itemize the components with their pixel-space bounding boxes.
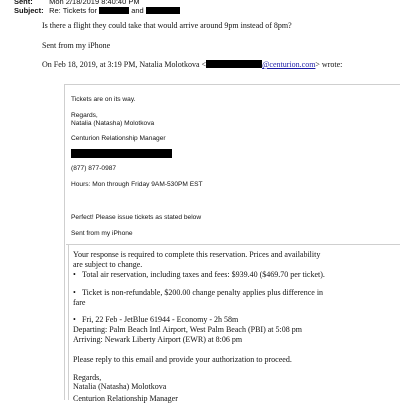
redaction-bar	[99, 7, 129, 14]
reservation-departing: Departing: Palm Beach Intl Airport, West Palm Beach (PBI) at 5:08 pm	[73, 325, 302, 334]
reply-signature: Sent from my iPhone	[42, 41, 111, 50]
reservation-flight: • Fri, 22 Feb - JetBlue 61944 - Economy - 2h 58m	[73, 315, 238, 325]
subject-mid: and	[131, 6, 144, 15]
reservation-left-border	[68, 244, 69, 400]
sent-value: Mon 2/18/2019 8:40:40 PM	[49, 0, 140, 6]
quote-intro	[42, 60, 342, 70]
quoted-name: Natalia (Natasha) Molotkova	[71, 120, 155, 127]
quote-divider-top	[64, 84, 400, 85]
reservation-title: Centurion Relationship Manager	[73, 394, 178, 403]
reservation-required-1: Your response is required to complete this reservation. Prices and availability	[73, 250, 321, 259]
sent-label: Sent:	[14, 0, 33, 6]
reservation-ticket-2: fare	[73, 298, 86, 307]
quoted-hours: Hours: Mon through Friday 9AM-530PM EST	[71, 181, 203, 188]
reservation-total: • Total air reservation, including taxes and fees: $939.40 ($469.70 per ticket).	[73, 270, 325, 280]
reservation-regards: Regards,	[73, 373, 102, 382]
quoted-perfect: Perfect! Please issue tickets as stated below	[71, 214, 202, 221]
subject-row	[14, 6, 180, 15]
quoted-signature: Sent from my iPhone	[71, 230, 133, 237]
reservation-reply-prompt: Please reply to this email and provide your authorization to proceed.	[73, 355, 292, 364]
subject-label: Subject:	[14, 6, 44, 15]
redaction-bar	[146, 7, 180, 14]
quote-intro-end: > wrote:	[315, 60, 343, 69]
email-domain-link[interactable]: @centurion.com	[262, 60, 316, 69]
reservation-ticket-1: • Ticket is non-refundable, $200.00 change penalty applies plus difference in	[73, 288, 323, 298]
quoted-phone: (877) 877-0987	[71, 165, 117, 172]
quoted-line1: Tickets are on its way.	[71, 96, 136, 103]
reply-question: Is there a flight they could take that would arrive around 9pm instead of 8pm?	[42, 21, 292, 30]
reservation-divider-top	[66, 244, 400, 245]
quoted-regards: Regards,	[71, 112, 98, 119]
redaction-bar	[71, 149, 172, 158]
subject-start: Re: Tickets for	[49, 6, 98, 15]
quoted-title: Centurion Relationship Manager	[71, 135, 166, 142]
quote-intro-start: On Feb 18, 2019, at 3:19 PM, Natalia Molotkova <	[42, 60, 207, 69]
redaction-bar	[206, 60, 262, 68]
reservation-required-2: are subject to change.	[73, 260, 143, 269]
quote-left-border	[64, 84, 65, 400]
reservation-name: Natalia (Natasha) Molotkova	[73, 382, 167, 391]
reservation-arriving: Arriving: Newark Liberty Airport (EWR) at 8:06 pm	[73, 335, 243, 344]
